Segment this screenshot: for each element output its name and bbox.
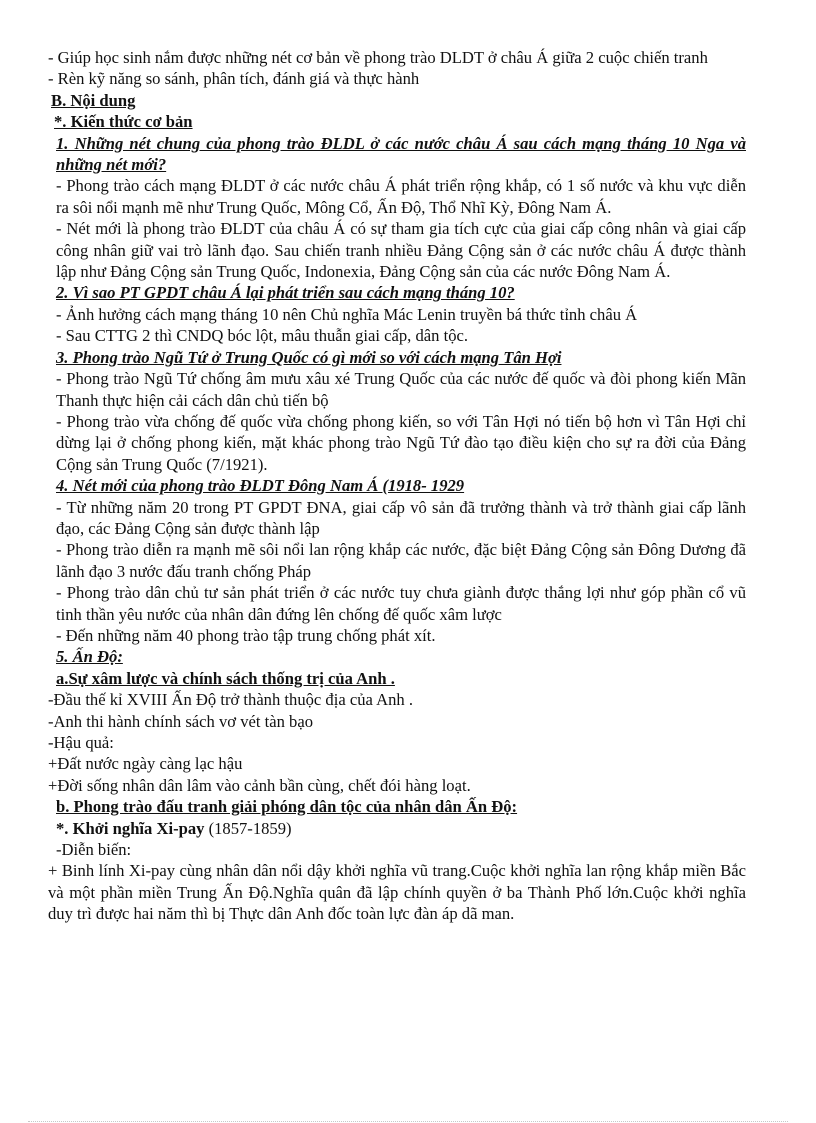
section-b-heading xyxy=(48,90,746,111)
question-3-heading: 3. Phong trào Ngũ Tứ ở Trung Quốc có gì mới so với cách mạng Tân Hợi xyxy=(56,347,562,367)
document-content xyxy=(48,47,746,925)
page-bottom-divider xyxy=(28,1121,788,1122)
section-a-line-3: -Hậu quả: xyxy=(48,733,114,752)
section-a-line-1: -Đầu thế kỉ XVIII Ấn Độ trở thành thuộc địa của Anh . xyxy=(48,690,413,710)
section-a-line-5: +Đời sống nhân dân lâm vào cảnh bần cùng, chết đói hàng loạt. xyxy=(48,775,471,795)
section-a-heading xyxy=(48,668,746,689)
basic-knowledge-heading xyxy=(48,111,746,132)
question-4-para-1: - Từ những năm 20 trong PT GPDT ĐNA, giai cấp vô sản đã trưởng thành và trở thành giai cấp lãnh đạo, các Đảng Cộng sản được thành lập xyxy=(56,497,746,538)
question-5-heading: 5. Ấn Độ: xyxy=(56,647,123,667)
section-a-line-2: -Anh thi hành chính sách vơ vét tàn bạo xyxy=(48,711,313,731)
section-a-title: a.Sự xâm lược và chính sách thống trị của Anh . xyxy=(56,668,395,688)
question-2-heading: 2. Vì sao PT GPDT châu Á lại phát triển sau cách mạng tháng 10? xyxy=(56,283,515,303)
developments-label: -Diễn biến: xyxy=(56,840,132,860)
uprising-title: *. Khởi nghĩa Xi-pay xyxy=(56,818,205,838)
uprising-heading xyxy=(48,818,746,839)
section-b-struggle-heading xyxy=(48,796,746,817)
question-4-heading: 4. Nét mới của phong trào ĐLDT Đông Nam Á (1918- 1929 xyxy=(56,476,465,496)
objective-1: - Giúp học sinh nắm được những nét cơ bản về phong trào DLDT ở châu Á giữa 2 cuộc chiến tranh xyxy=(48,48,708,67)
section-b-struggle-title: b. Phong trào đấu tranh giải phóng dân tộc của nhân dân Ấn Độ: xyxy=(56,797,518,817)
question-2-para-2: - Sau CTTG 2 thì CNDQ bóc lột, mâu thuẫn giai cấp, dân tộc. xyxy=(56,326,468,346)
question-1-heading: 1. Những nét chung của phong trào ĐLDL ở các nước châu Á sau cách mạng tháng 10 Nga và những nét mới? xyxy=(56,133,746,175)
section-b-title: B. Nội dung xyxy=(51,90,136,110)
uprising-years: (1857-1859) xyxy=(204,818,292,838)
question-4-para-2: - Phong trào diễn ra mạnh mẽ sôi nổi lan rộng khắp các nước, đặc biệt Đảng Cộng sản Đông Dương đã lãnh đạo 3 nước đấu tranh chống Pháp xyxy=(56,540,746,581)
developments-text: + Binh lính Xi-pay cùng nhân dân nổi dậy khởi nghĩa vũ trang.Cuộc khởi nghĩa lan rộng khắp miền Bắc và một phần miền Trung Ấn Độ.Nghĩa quân đã lập chính quyền ở ba Thành Phố lớn.Cuộc khởi nghĩa duy trì được hai năm thì bị Thực dân Anh đốc toàn lực đàn áp dã man. xyxy=(48,861,746,924)
question-4-para-3: - Phong trào dân chủ tư sản phát triển ở các nước tuy chưa giành được thắng lợi như góp phần cổ vũ tinh thần yêu nước của nhân dân đứng lên chống đế quốc xâm lược xyxy=(56,583,746,624)
question-3-para-1: - Phong trào Ngũ Tứ chống âm mưu xâu xé Trung Quốc của các nước đế quốc và đòi phong kiến Mãn Thanh thực hiện cải cách dân chủ tiến bộ xyxy=(56,369,746,410)
question-1-para-1: - Phong trào cách mạng ĐLDT ở các nước châu Á phát triển rộng khắp, có 1 số nước và khu vực diễn ra sôi nổi mạnh mẽ như Trung Quốc, Mông Cổ, Ấn Độ, Thổ Nhĩ Kỳ, Đông Nam Á. xyxy=(56,176,746,217)
question-3-para-2: - Phong trào vừa chống đế quốc vừa chống phong kiến, so với Tân Hợi nó tiến bộ hơn vì Tân Hợi chỉ dừng lại ở chống phong kiến, mặt khác phong trào Ngũ Tứ đào tạo điều kiện cho sự ra đời của Đảng Cộng sản Trung Quốc (7/1921). xyxy=(56,411,746,474)
basic-knowledge-title: *. Kiến thức cơ bản xyxy=(54,112,193,132)
question-1-para-2: - Nét mới là phong trào ĐLDT của châu Á có sự tham gia tích cực của giai cấp công nhân và giai cấp công nhân giữ vai trò lãnh đạo. Sau chiến tranh nhiều Đảng Cộng sản ở các nước châu Á được thành lập như Đảng Cộng sản Trung Quốc, Indonexia, Đảng Cộng sản của các nước Đông Nam Á. xyxy=(56,219,746,282)
question-4-para-4: - Đến những năm 40 phong trào tập trung chống phát xít. xyxy=(56,625,436,645)
section-a-line-4: +Đất nước ngày càng lạc hậu xyxy=(48,754,243,774)
objective-2: - Rèn kỹ năng so sánh, phân tích, đánh giá và thực hành xyxy=(48,69,420,89)
question-2-para-1: - Ảnh hưởng cách mạng tháng 10 nên Chủ nghĩa Mác Lenin truyền bá thức tỉnh châu Á xyxy=(56,304,638,324)
